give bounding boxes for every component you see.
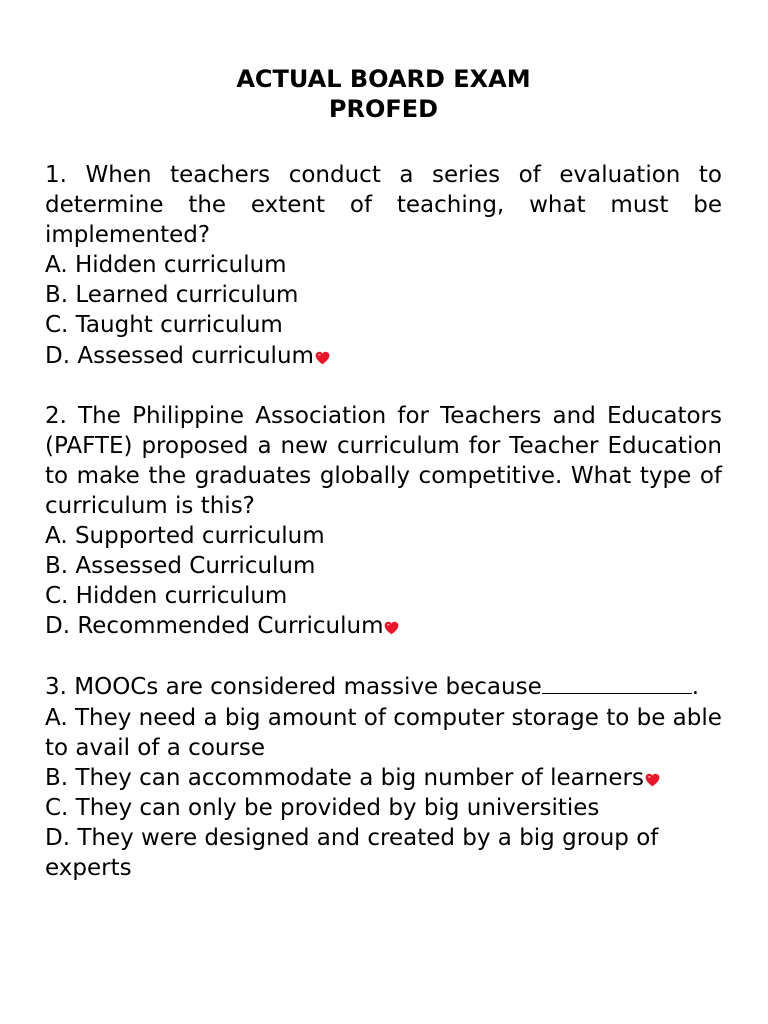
question-3-stem: 3. MOOCs are considered massive because .: [45, 671, 722, 702]
question-1-option-c: C. Taught curriculum: [45, 312, 283, 339]
question-1-option-a: A. Hidden curriculum: [45, 252, 287, 279]
document-title: ACTUAL BOARD EXAM: [236, 65, 531, 93]
answer-blank: [542, 671, 692, 694]
question-3: [45, 671, 722, 883]
question-3-option-b: B. They can accommodate a big number of learners: [45, 763, 722, 793]
question-2-option-c: C. Hidden curriculum: [45, 583, 288, 610]
question-3-option-c: C. They can only be provided by big universities: [45, 794, 600, 821]
question-3-option-a: A. They need a big amount of computer storage to be able to avail of a course: [45, 704, 722, 761]
question-2-stem: 2. The Philippine Association for Teachers and Educators (PAFTE) proposed a new curriculum for Teacher Education to make the graduates globally competitive. What type of curriculum is this?: [45, 402, 722, 519]
heart-icon: [384, 613, 399, 627]
question-2-option-d: D. Recommended Curriculum: [45, 611, 722, 641]
question-1: [45, 160, 722, 371]
question-1-option-b: B. Learned curriculum: [45, 282, 299, 309]
question-3-option-d: D. They were designed and created by a big group of experts: [45, 824, 659, 881]
question-1-option-d: D. Assessed curriculum: [45, 341, 722, 371]
document-subtitle: PROFED: [328, 95, 439, 123]
question-2: [45, 401, 722, 642]
heart-icon: [315, 343, 330, 357]
question-1-stem: 1. When teachers conduct a series of evaluation to determine the extent of teaching, what must be implemented?: [45, 162, 722, 249]
heart-icon: [645, 765, 660, 779]
question-2-option-a: A. Supported curriculum: [45, 523, 325, 550]
document-page: [45, 64, 722, 883]
question-2-option-b: B. Assessed Curriculum: [45, 553, 316, 580]
